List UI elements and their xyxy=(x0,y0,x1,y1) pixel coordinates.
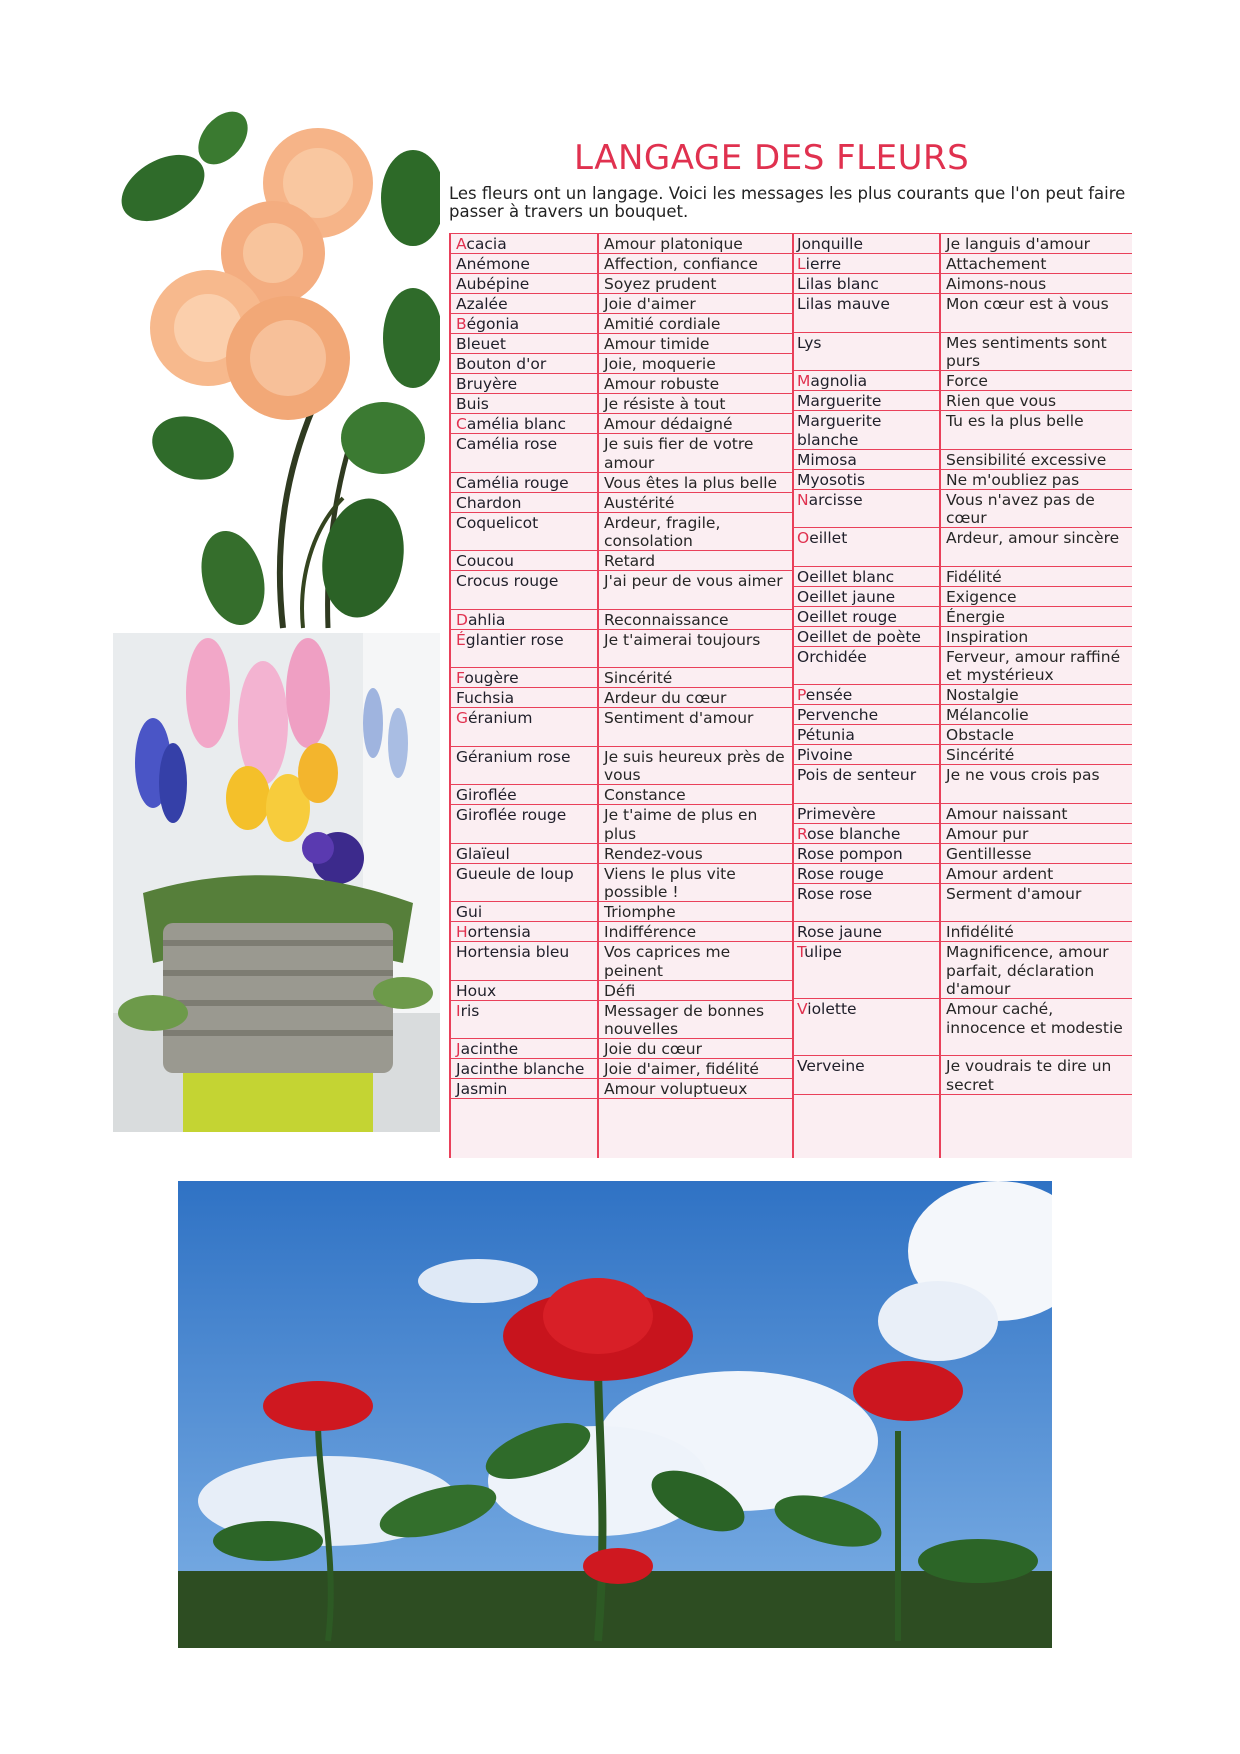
table-row xyxy=(451,805,792,844)
flower-name-text: Giroflée rouge xyxy=(456,806,567,824)
table-row xyxy=(792,824,1132,844)
flower-name-text: ensée xyxy=(805,686,853,704)
flower-name-text: Orchidée xyxy=(797,647,867,666)
flower-meaning: Triomphe xyxy=(604,903,676,921)
flower-meaning: Reconnaissance xyxy=(604,610,729,629)
flower-name-text: Jasmin xyxy=(456,1080,508,1098)
table-row xyxy=(792,294,1132,333)
table-row xyxy=(451,981,792,1001)
flower-name-text: Marguerite blanche xyxy=(797,412,882,449)
flower-name-text: ougère xyxy=(464,669,519,687)
flower-name xyxy=(451,942,599,980)
flower-name xyxy=(792,528,941,566)
table-row xyxy=(792,391,1132,411)
flower-name-text: Coucou xyxy=(456,552,514,570)
flower-name xyxy=(792,745,941,764)
flower-name xyxy=(792,234,941,253)
table-row xyxy=(451,493,792,513)
flower-name-text: Oeillet jaune xyxy=(797,587,896,606)
flower-meaning: Constance xyxy=(604,786,686,804)
flower-name xyxy=(792,333,941,371)
flower-initial: T xyxy=(797,943,805,961)
flower-name xyxy=(451,294,599,313)
flower-name xyxy=(451,334,599,353)
flower-meaning: Mon cœur est à vous xyxy=(946,295,1109,313)
flower-name xyxy=(792,844,941,863)
flower-meaning: Mélancolie xyxy=(946,706,1029,724)
table-row xyxy=(451,314,792,334)
flower-meaning: Rendez-vous xyxy=(604,844,703,863)
intro-text: Les fleurs ont un langage. Voici les messages les plus courants que l'on peut faire passer à travers un bouquet. xyxy=(449,185,1126,221)
flower-name xyxy=(792,705,941,724)
flower-meaning: Mes sentiments sont purs xyxy=(946,333,1107,370)
flower-initial: H xyxy=(456,923,468,941)
table-row xyxy=(792,333,1132,372)
flower-name-text: ose blanche xyxy=(807,824,901,843)
flower-name-text: Jacinthe blanche xyxy=(456,1060,585,1078)
table-row xyxy=(792,587,1132,607)
table-row xyxy=(792,685,1132,705)
flower-initial: C xyxy=(456,415,467,433)
flower-meaning: Je ne vous crois pas xyxy=(946,766,1100,784)
table-row xyxy=(792,450,1132,470)
table-row xyxy=(451,1059,792,1079)
flower-name xyxy=(451,688,599,707)
flower-name-text: cacia xyxy=(466,235,507,253)
flower-name-text: amélia blanc xyxy=(466,415,566,433)
flower-name-text: Marguerite xyxy=(797,392,882,410)
flower-name xyxy=(792,371,941,390)
flower-name-text: iolette xyxy=(807,1000,857,1018)
table-row xyxy=(451,610,792,630)
table-row xyxy=(451,922,792,942)
flower-name xyxy=(451,234,599,253)
flower-meaning: Amour robuste xyxy=(604,375,720,393)
flower-name xyxy=(792,725,941,744)
flower-name-text: Azalée xyxy=(456,295,508,313)
flower-meaning: Obstacle xyxy=(946,726,1015,744)
flower-name xyxy=(792,804,941,823)
flower-name xyxy=(792,607,941,626)
flower-name xyxy=(792,685,941,704)
table-row xyxy=(451,414,792,434)
table-row xyxy=(792,607,1132,627)
flower-name xyxy=(451,394,599,413)
flower-name xyxy=(792,864,941,883)
flower-name-text: agnolia xyxy=(810,372,868,390)
flower-initial: M xyxy=(797,372,811,390)
flower-meaning: Ardeur, fragile, consolation xyxy=(604,513,721,550)
table-row xyxy=(792,765,1132,804)
flower-initial: F xyxy=(456,669,465,687)
table-row xyxy=(451,334,792,354)
flower-meaning: Je languis d'amour xyxy=(946,235,1091,253)
flower-meaning: Serment d'amour xyxy=(946,884,1082,903)
flower-name xyxy=(792,567,941,586)
flower-name-text: Oeillet blanc xyxy=(797,567,895,586)
flower-meaning: Vos caprices me peinent xyxy=(604,943,731,980)
flower-name-text: Camélia rouge xyxy=(456,473,569,492)
orange-roses-photo xyxy=(113,108,440,633)
flower-initial: D xyxy=(456,610,468,629)
flower-name xyxy=(451,473,599,492)
flower-meaning: Inspiration xyxy=(946,627,1029,646)
flower-meaning: Austérité xyxy=(604,493,675,512)
table-row xyxy=(792,567,1132,587)
flower-name xyxy=(451,864,599,902)
table-row xyxy=(451,551,792,571)
table-row xyxy=(792,647,1132,686)
flower-name-text: Fuchsia xyxy=(456,689,515,707)
table-row xyxy=(792,942,1132,999)
flower-name-text: glantier rose xyxy=(465,630,564,649)
flower-name-text: Oeillet de poète xyxy=(797,627,921,646)
table-row xyxy=(792,528,1132,567)
flower-name-text: ris xyxy=(460,1001,480,1020)
flower-name xyxy=(451,274,599,293)
flower-meaning: Je t'aime de plus en plus xyxy=(604,806,758,843)
flower-name xyxy=(792,294,941,332)
flower-name-text: Mimosa xyxy=(797,450,857,469)
flower-meaning: Soyez prudent xyxy=(604,275,717,293)
flower-meaning: Énergie xyxy=(946,607,1005,626)
table-row xyxy=(792,725,1132,745)
flower-name xyxy=(451,354,599,373)
flower-name xyxy=(451,493,599,512)
flower-meaning: Fidélité xyxy=(946,567,1002,586)
flower-initial: I xyxy=(456,1001,461,1020)
table-row xyxy=(792,254,1132,274)
flower-meaning: Amour dédaigné xyxy=(604,415,733,433)
flower-name-text: Coquelicot xyxy=(456,513,539,532)
flower-language-table xyxy=(449,233,1132,1158)
flower-name xyxy=(451,902,599,921)
table-row xyxy=(792,274,1132,294)
flower-meaning: Sincérité xyxy=(946,746,1015,764)
flower-name xyxy=(451,314,599,333)
table-row xyxy=(451,571,792,610)
flower-name xyxy=(792,470,941,489)
table-row xyxy=(451,785,792,805)
flower-name xyxy=(792,490,941,528)
table-row xyxy=(451,1039,792,1059)
table-row xyxy=(451,1079,792,1099)
flower-name xyxy=(451,1059,599,1078)
flower-name xyxy=(792,647,941,685)
table-row xyxy=(792,999,1132,1056)
flower-name xyxy=(792,1056,941,1094)
flower-name-text: Bouton d'or xyxy=(456,355,547,373)
table-row xyxy=(792,411,1132,450)
flower-name-text: eillet xyxy=(809,529,848,547)
flower-name-text: Lilas blanc xyxy=(797,275,879,293)
flower-name-text: Rose jaune xyxy=(797,923,883,941)
page-title: LANGAGE DES FLEURS xyxy=(574,138,970,178)
flower-name xyxy=(792,627,941,646)
flower-initial: B xyxy=(456,315,467,333)
flower-meaning: Attachement xyxy=(946,255,1047,273)
flower-meaning: Je voudrais te dire un secret xyxy=(946,1057,1112,1094)
flower-name-text: éranium xyxy=(468,709,533,727)
flower-meaning: Joie du cœur xyxy=(604,1040,702,1058)
flower-initial: L xyxy=(797,255,806,273)
flower-name-text: Pois de senteur xyxy=(797,766,917,784)
flower-meaning: Amour voluptueux xyxy=(604,1080,748,1098)
flower-name-text: Camélia rose xyxy=(456,435,558,453)
flower-name-text: Oeillet rouge xyxy=(797,607,897,626)
table-row xyxy=(451,902,792,922)
flower-name-text: Houx xyxy=(456,981,497,1000)
flower-name-text: Anémone xyxy=(456,255,530,273)
flower-name-text: Bleuet xyxy=(456,335,506,353)
flower-name-text: Myosotis xyxy=(797,470,866,489)
flower-name xyxy=(451,708,599,746)
flower-meaning: Amour platonique xyxy=(604,235,743,253)
flower-initial: A xyxy=(456,235,467,253)
flower-initial: O xyxy=(797,529,810,547)
flower-initial: G xyxy=(456,709,469,727)
flower-meaning: Indifférence xyxy=(604,923,697,941)
flower-name-text: Gui xyxy=(456,903,483,921)
flower-name-text: ierre xyxy=(805,255,842,273)
flower-meaning: Je résiste à tout xyxy=(604,395,726,413)
flower-name-text: ortensia xyxy=(467,923,531,941)
table-row xyxy=(792,864,1132,884)
flower-name xyxy=(792,884,941,922)
flower-meaning: Ardeur, amour sincère xyxy=(946,529,1120,547)
flower-name xyxy=(792,824,941,843)
flower-meaning: Sincérité xyxy=(604,669,673,687)
flower-meaning: Joie d'aimer, fidélité xyxy=(604,1060,759,1078)
flower-meaning: J'ai peur de vous aimer xyxy=(604,572,783,590)
flower-name-text: Verveine xyxy=(797,1057,865,1075)
table-row xyxy=(451,434,792,473)
flower-meaning: Amour caché, innocence et modestie xyxy=(946,1000,1123,1037)
flower-name-text: Chardon xyxy=(456,493,522,512)
flower-meaning: Gentillesse xyxy=(946,844,1032,863)
flower-initial: P xyxy=(797,686,806,704)
flower-name xyxy=(451,434,599,472)
flower-meaning: Viens le plus vite possible ! xyxy=(604,864,736,901)
flower-meaning: Ferveur, amour raffiné et mystérieux xyxy=(946,647,1121,684)
table-right-column xyxy=(792,234,1132,1158)
flower-name xyxy=(451,805,599,843)
flower-name xyxy=(792,999,941,1055)
flower-name xyxy=(792,254,941,273)
table-row xyxy=(451,374,792,394)
flower-meaning: Aimons-nous xyxy=(946,275,1047,293)
flower-name xyxy=(451,785,599,804)
flower-initial: J xyxy=(456,1040,461,1058)
table-row xyxy=(451,394,792,414)
table-row xyxy=(792,470,1132,490)
flower-name xyxy=(792,942,941,998)
flower-name xyxy=(792,391,941,410)
table-row xyxy=(451,513,792,552)
table-row xyxy=(451,864,792,903)
table-row xyxy=(792,844,1132,864)
flower-initial: R xyxy=(797,824,808,843)
flower-meaning: Amour ardent xyxy=(946,864,1054,883)
flower-name xyxy=(451,981,599,1000)
flower-name-text: égonia xyxy=(466,315,520,333)
flower-name-text: ahlia xyxy=(467,610,506,629)
flower-name-text: Rose pompon xyxy=(797,844,903,863)
flower-initial: V xyxy=(797,1000,808,1018)
flower-name xyxy=(451,374,599,393)
flower-meaning: Amour timide xyxy=(604,335,710,353)
flower-name xyxy=(451,630,599,668)
flower-name-text: Rose rose xyxy=(797,884,873,903)
table-row xyxy=(451,630,792,669)
flower-name xyxy=(451,254,599,273)
table-row xyxy=(451,668,792,688)
table-row xyxy=(451,844,792,864)
flower-name xyxy=(451,1039,599,1058)
flower-meaning: Ne m'oubliez pas xyxy=(946,470,1080,489)
flower-name-text: Pervenche xyxy=(797,706,879,724)
flower-name-text: Pivoine xyxy=(797,746,853,764)
flower-name xyxy=(451,551,599,570)
table-row xyxy=(792,490,1132,529)
table-row xyxy=(792,1056,1132,1095)
flower-initial: É xyxy=(456,630,466,649)
flower-name-text: Lys xyxy=(797,333,822,352)
table-row xyxy=(451,708,792,747)
flower-name xyxy=(451,414,599,433)
table-row xyxy=(451,473,792,493)
flower-name-text: Lilas mauve xyxy=(797,295,890,313)
flower-meaning: Sentiment d'amour xyxy=(604,709,754,727)
flower-name xyxy=(451,1001,599,1039)
flower-meaning: Vous êtes la plus belle xyxy=(604,473,778,492)
flower-meaning: Amour pur xyxy=(946,824,1029,843)
flower-name-text: Giroflée xyxy=(456,786,517,804)
table-row xyxy=(451,747,792,786)
flower-name-text: arcisse xyxy=(808,490,863,509)
table-row xyxy=(792,745,1132,765)
flower-name-text: ulipe xyxy=(804,943,842,961)
flower-name-text: Crocus rouge xyxy=(456,572,559,590)
flower-initial: N xyxy=(797,490,809,509)
table-row xyxy=(451,294,792,314)
table-row xyxy=(792,922,1132,942)
flower-meaning: Force xyxy=(946,372,988,390)
flower-meaning: Joie d'aimer xyxy=(604,295,696,313)
red-roses-sky-photo xyxy=(178,1181,1052,1648)
flower-meaning: Retard xyxy=(604,552,656,570)
table-row xyxy=(451,688,792,708)
flower-name xyxy=(451,668,599,687)
table-row xyxy=(451,1001,792,1040)
flower-meaning: Tu es la plus belle xyxy=(946,412,1084,430)
flower-name xyxy=(451,513,599,551)
flower-name-text: Jonquille xyxy=(797,235,863,253)
flower-meaning: Défi xyxy=(604,981,636,1000)
flower-meaning: Affection, confiance xyxy=(604,255,758,273)
flower-name xyxy=(451,571,599,609)
flower-name xyxy=(792,765,941,803)
table-row xyxy=(792,705,1132,725)
flower-name-text: Primevère xyxy=(797,804,876,823)
table-row xyxy=(451,942,792,981)
flower-meaning: Rien que vous xyxy=(946,392,1057,410)
flower-name-text: acinthe xyxy=(460,1040,519,1058)
table-row xyxy=(792,804,1132,824)
flower-name-text: Bruyère xyxy=(456,375,518,393)
flower-meaning: Ardeur du cœur xyxy=(604,689,727,707)
flower-name xyxy=(792,922,941,941)
table-left-column xyxy=(451,234,792,1158)
flower-name xyxy=(451,844,599,863)
flower-name-text: Glaïeul xyxy=(456,844,510,863)
flower-meaning: Amour naissant xyxy=(946,804,1068,823)
flower-name-text: Hortensia bleu xyxy=(456,943,570,961)
flower-name-text: Géranium rose xyxy=(456,747,571,766)
flower-name xyxy=(451,610,599,629)
flower-name-text: Aubépine xyxy=(456,275,530,293)
flower-name xyxy=(792,450,941,469)
flower-name-text: Gueule de loup xyxy=(456,864,574,883)
table-row xyxy=(451,254,792,274)
flower-meaning: Sensibilité excessive xyxy=(946,450,1107,469)
flower-name xyxy=(451,1079,599,1098)
table-row xyxy=(792,234,1132,254)
flower-name xyxy=(792,587,941,606)
flower-meaning: Je suis fier de votre amour xyxy=(604,435,754,472)
flower-meaning: Amitié cordiale xyxy=(604,315,721,333)
table-row xyxy=(451,274,792,294)
flower-meaning: Je t'aimerai toujours xyxy=(604,630,761,649)
flower-meaning: Messager de bonnes nouvelles xyxy=(604,1001,765,1038)
flower-meaning: Exigence xyxy=(946,587,1017,606)
table-row xyxy=(451,234,792,254)
flower-name-text: Buis xyxy=(456,395,489,413)
flower-planter-photo xyxy=(113,633,440,1132)
table-row xyxy=(792,627,1132,647)
flower-name xyxy=(451,747,599,785)
flower-name xyxy=(792,274,941,293)
flower-name xyxy=(451,922,599,941)
flower-meaning: Magnificence, amour parfait, déclaration d'amour xyxy=(946,943,1109,998)
flower-meaning: Je suis heureux près de vous xyxy=(604,747,785,784)
flower-meaning: Joie, moquerie xyxy=(604,355,716,373)
table-row xyxy=(792,884,1132,923)
table-row xyxy=(451,354,792,374)
flower-meaning: Infidélité xyxy=(946,923,1014,941)
flower-name-text: Rose rouge xyxy=(797,864,884,883)
flower-name-text: Pétunia xyxy=(797,726,855,744)
table-row xyxy=(792,371,1132,391)
flower-meaning: Vous n'avez pas de cœur xyxy=(946,490,1095,527)
flower-name xyxy=(792,411,941,449)
flower-meaning: Nostalgie xyxy=(946,686,1019,704)
